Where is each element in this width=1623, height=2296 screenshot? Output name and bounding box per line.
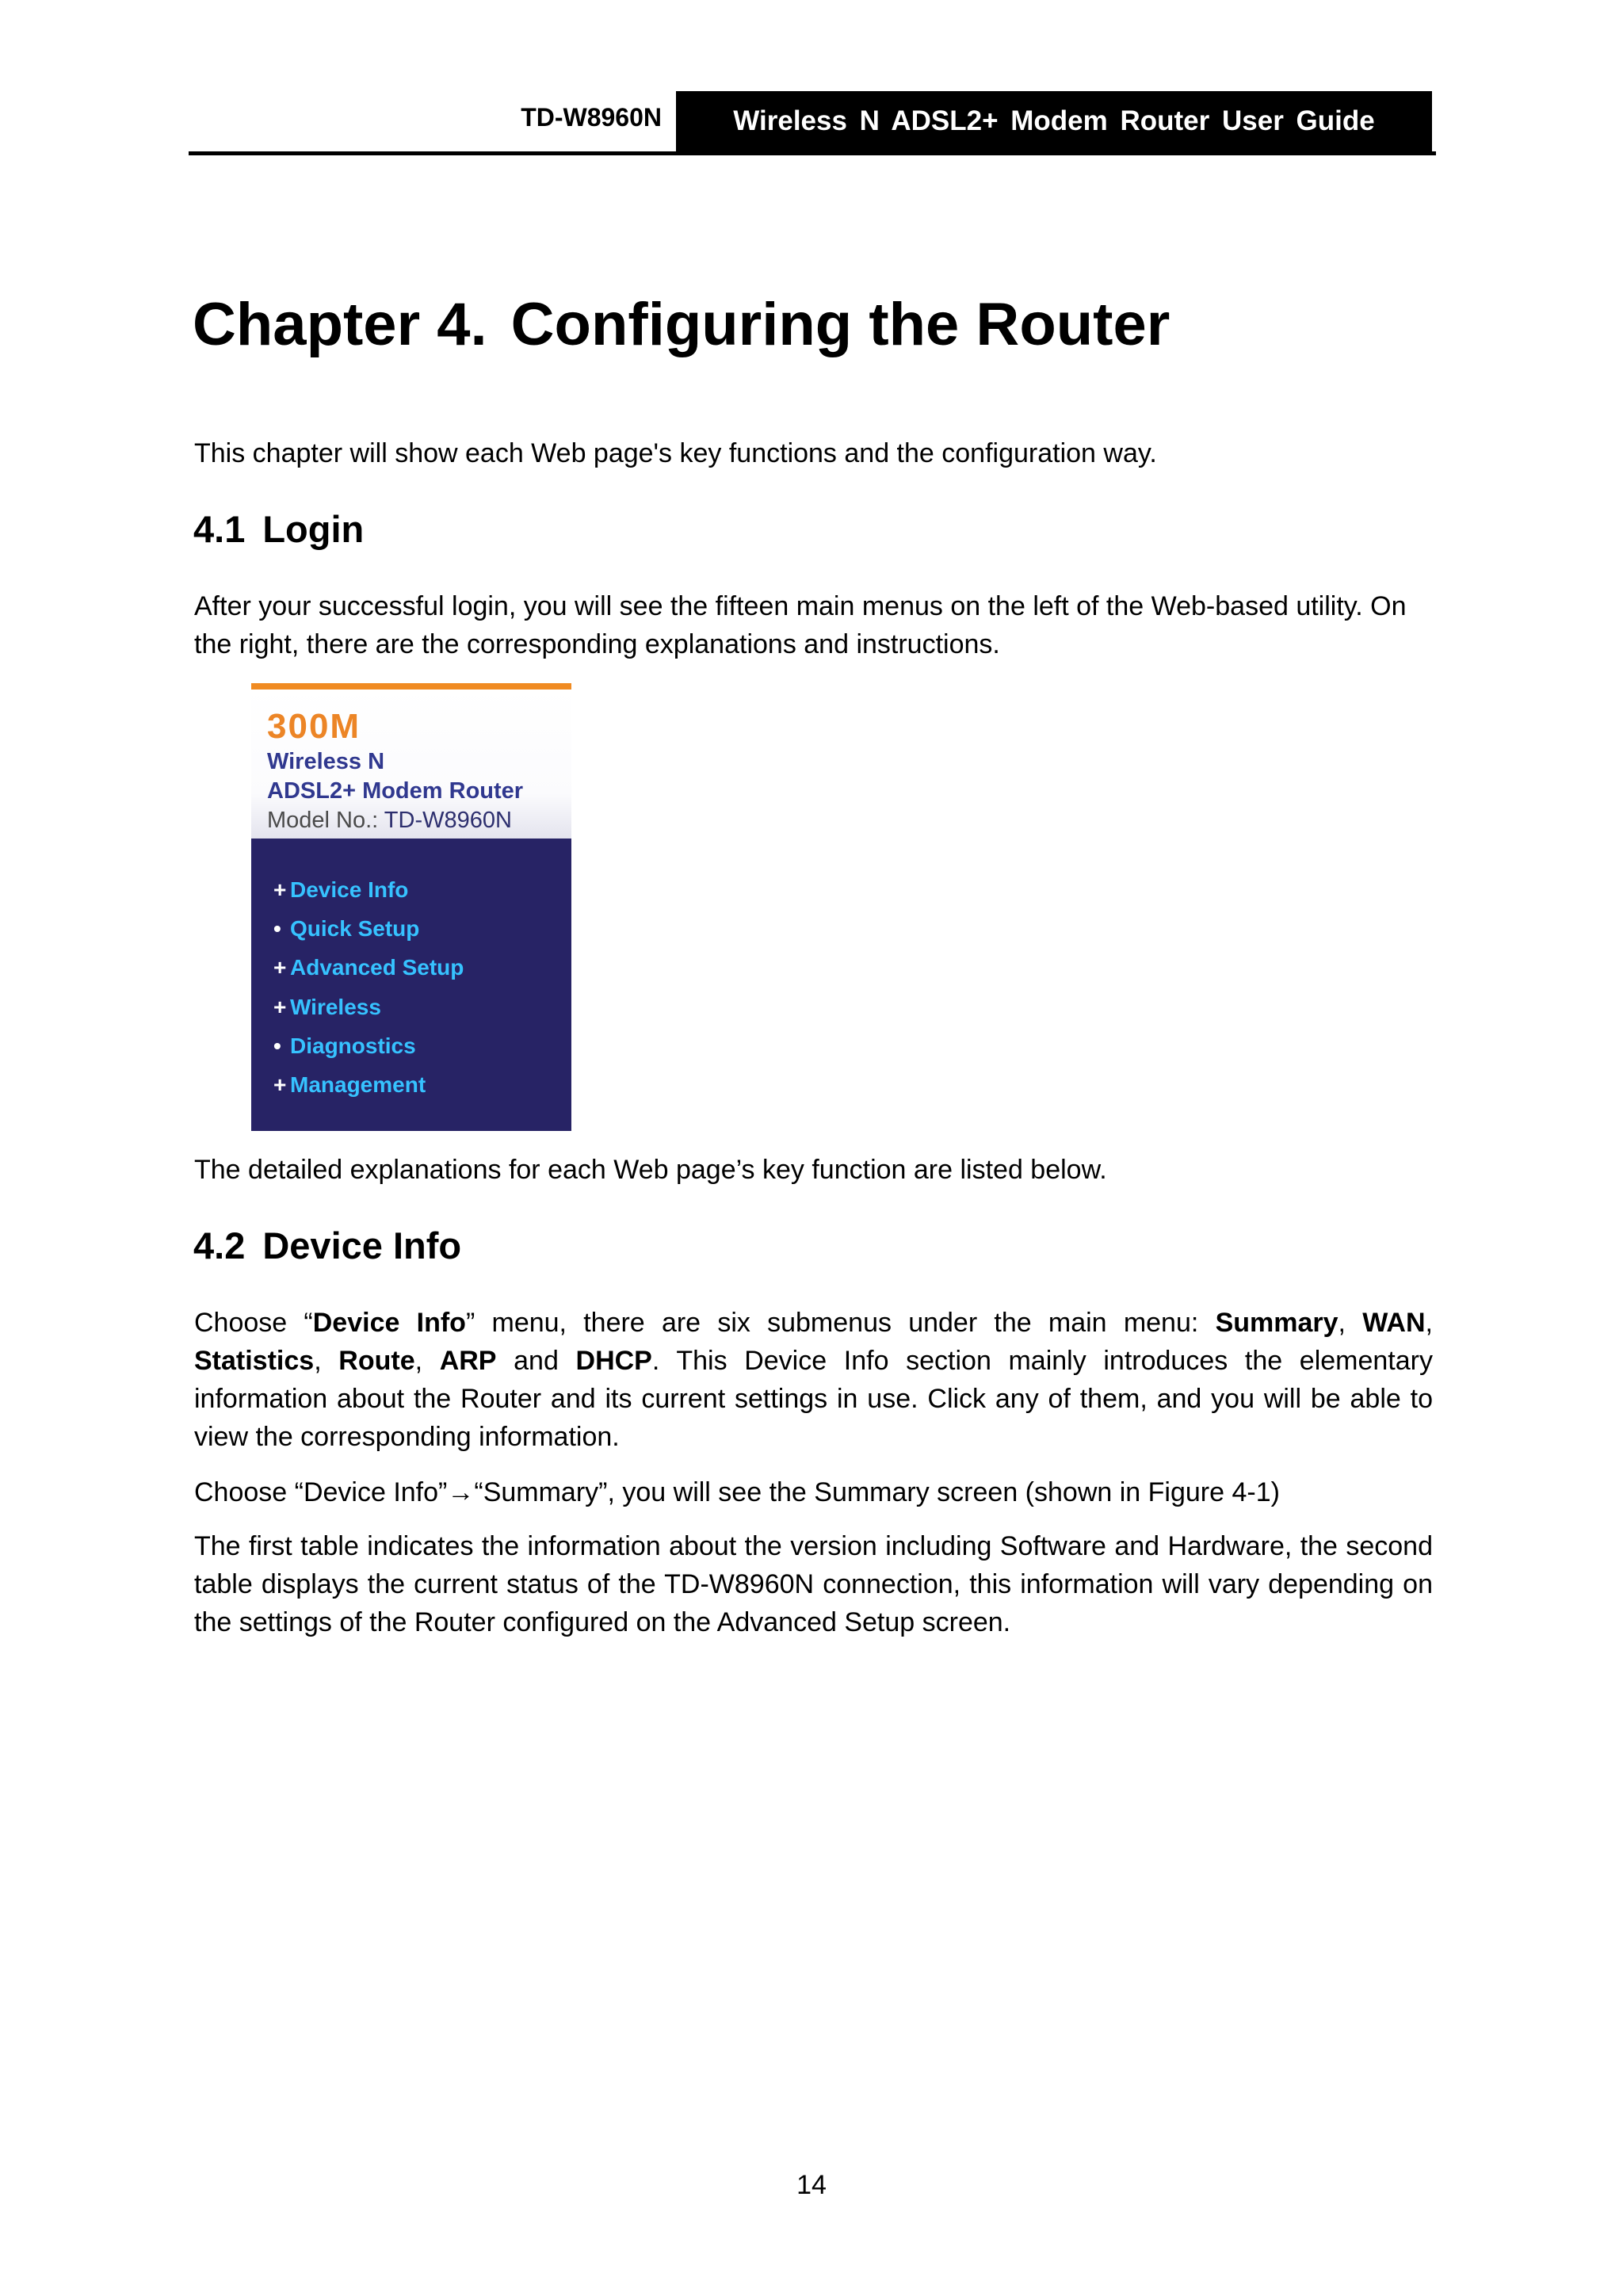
- menu-item-label: Advanced Setup: [290, 955, 464, 980]
- menu-item-diagnostics[interactable]: [251, 1026, 571, 1065]
- bullet-icon: •: [273, 915, 281, 941]
- router-brand-panel: [251, 683, 571, 839]
- text-run: “Summary”, you will see the Summary screen (shown in Figure 4-1): [474, 1477, 1280, 1507]
- menu-item-device-info[interactable]: [251, 870, 571, 909]
- login-paragraph: After your successful login, you will see the fifteen main menus on the left of the Web-based utility. On the right, there are the corresponding explanations and instructions.: [194, 591, 1407, 659]
- device-info-paragraph: [194, 1304, 1433, 1456]
- text-run: Choose “: [194, 1308, 313, 1338]
- dhcp-term: DHCP: [575, 1346, 652, 1376]
- text-run: . This Device Info section mainly introduces the elementary information about the Router and its current settings in use. Click any of them, and you will be able to view the corresponding information.: [194, 1346, 1433, 1452]
- router-product-line2: ADSL2+ Modem Router: [267, 778, 524, 804]
- header-guide-title: Wireless N ADSL2+ Modem Router User Guide: [676, 91, 1432, 151]
- text-run: ,: [414, 1346, 440, 1376]
- router-menu-list: [251, 870, 571, 1105]
- text-run: Choose “Device Info”: [194, 1477, 448, 1507]
- text-run: and: [496, 1346, 576, 1376]
- menu-item-advanced-setup[interactable]: [251, 949, 571, 988]
- section-number: 4.2: [193, 1224, 246, 1266]
- text-run: ,: [1338, 1308, 1363, 1338]
- plus-icon: +: [273, 877, 287, 902]
- section-title: Login: [262, 508, 365, 550]
- section-device-info-heading: [193, 1221, 461, 1271]
- bullet-icon: •: [273, 1033, 281, 1058]
- menu-item-label: Wireless: [290, 994, 381, 1019]
- plus-icon: +: [273, 994, 287, 1019]
- summary-navigation-paragraph: [194, 1473, 1433, 1511]
- plus-icon: +: [273, 955, 287, 980]
- menu-item-wireless[interactable]: [251, 988, 571, 1026]
- header-rule: [189, 151, 1436, 155]
- menu-item-management[interactable]: [251, 1065, 571, 1104]
- tables-description-paragraph: The first table indicates the information about the version including Software and Hardware, the second table displays the current status of the TD-W8960N connection, this information will vary depending on the settings of the Router configured on the Advanced Setup screen.: [194, 1531, 1433, 1637]
- device-info-term: Device Info: [312, 1308, 466, 1338]
- chapter-number: Chapter 4.: [193, 291, 487, 358]
- arrow-right-icon: →: [447, 1477, 475, 1507]
- header-model: TD-W8960N: [521, 103, 662, 132]
- menu-item-quick-setup[interactable]: [251, 909, 571, 948]
- section-number: 4.1: [193, 508, 246, 550]
- statistics-term: Statistics: [194, 1346, 315, 1376]
- plus-icon: +: [273, 1072, 287, 1098]
- after-menu-paragraph: The detailed explanations for each Web page’s key function are listed below.: [194, 1155, 1107, 1185]
- router-speed-label: 300M: [267, 707, 361, 746]
- section-login-heading: [193, 504, 364, 555]
- summary-term: Summary: [1215, 1308, 1338, 1338]
- menu-item-label: Device Info: [290, 877, 409, 902]
- router-menu-screenshot: [251, 683, 571, 1131]
- menu-item-label: Diagnostics: [290, 1033, 416, 1058]
- arp-term: ARP: [439, 1346, 497, 1376]
- chapter-title: Configuring the Router: [510, 291, 1170, 358]
- page-number: 14: [796, 2170, 827, 2200]
- router-model-line: [267, 806, 512, 835]
- route-term: Route: [338, 1346, 415, 1376]
- wan-term: WAN: [1362, 1308, 1426, 1338]
- router-model-label: Model No.:: [267, 808, 379, 833]
- text-run: ,: [1425, 1308, 1433, 1338]
- chapter-heading: [193, 285, 1170, 365]
- router-product-line1: Wireless N: [267, 749, 385, 774]
- chapter-intro: This chapter will show each Web page's key functions and the configuration way.: [194, 438, 1157, 468]
- menu-item-label: Management: [290, 1072, 426, 1098]
- text-run: ” menu, there are six submenus under the main menu:: [465, 1308, 1216, 1338]
- section-title: Device Info: [262, 1224, 462, 1266]
- router-model-value: TD-W8960N: [384, 808, 512, 833]
- menu-item-label: Quick Setup: [290, 915, 420, 941]
- text-run: ,: [314, 1346, 339, 1376]
